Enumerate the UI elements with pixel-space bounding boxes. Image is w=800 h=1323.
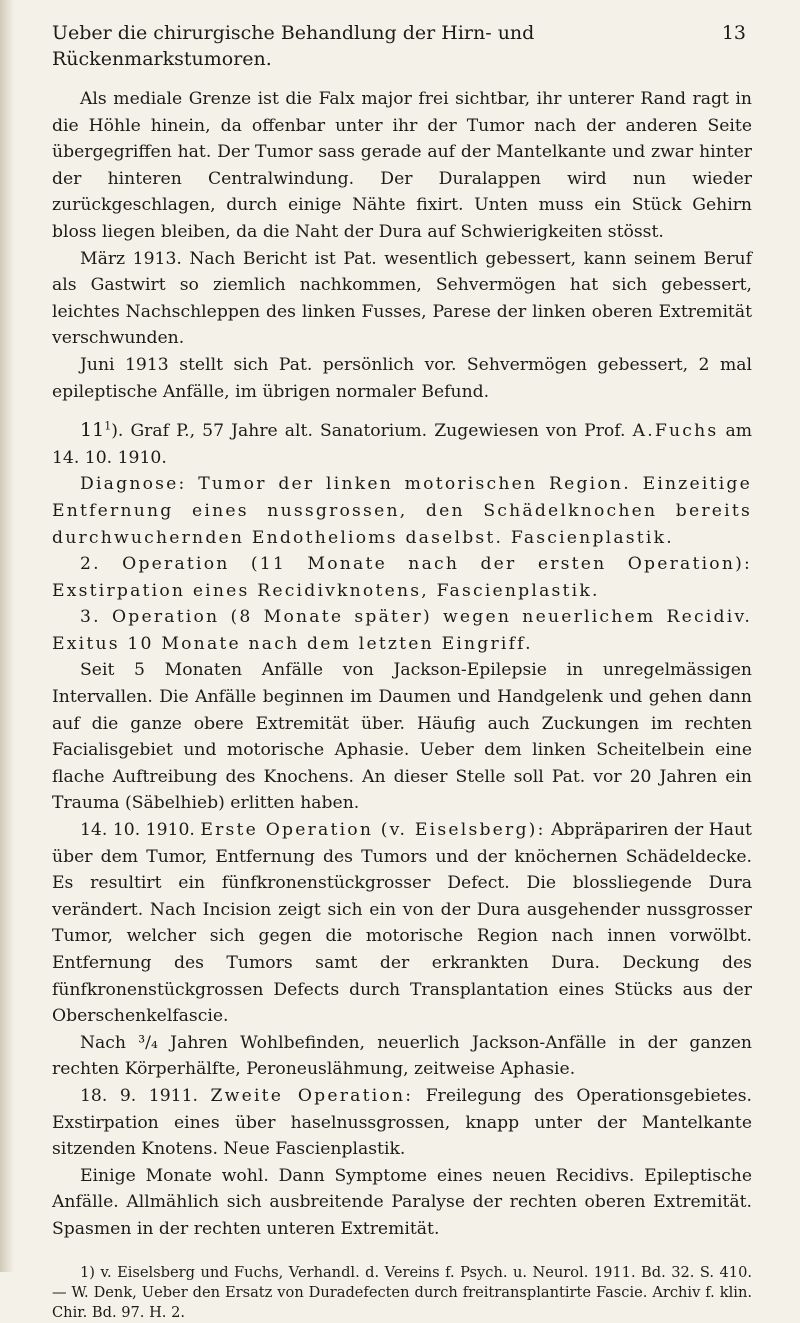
op-date: 18. 9. 1911. — [80, 1085, 198, 1106]
paragraph: Einige Monate wohl. Dann Symptome eines neuen Recidivs. Epileptische Anfälle. Allmählich sich ausbreitende Paralyse der rechten oberen Extremität. Spasmen in der rechten unteren Extremität. — [52, 1165, 752, 1239]
paragraph: Als mediale Grenze ist die Falx major frei sichtbar, ihr unterer Rand ragt in die Höhle hinein, da offenbar unter ihr der Tumor nach der anderen Seite übergegriffen hat. Der Tumor sass gerade auf der Mantelkante und zwar hinter der hinteren Centralwindung. Der Duralappen wird nun wieder zurückgeschlagen, durch einige Nähte fixirt. Unten muss ein Stück Gehirn bloss liegen bleiben, da die Naht der Dura auf Schwierigkeiten stösst. — [52, 89, 752, 242]
running-title: Ueber die chirurgische Behandlung der Hirn- und Rückenmarkstumoren. — [52, 22, 535, 70]
case-referrer: A.Fuchs — [632, 421, 719, 442]
page-number: 13 — [721, 22, 746, 44]
paragraph: Nach ³/₄ Jahren Wohlbefinden, neuerlich Jackson-Anfälle in der ganzen rechten Körperhälfte, Peroneuslähmung, zeitweise Aphasie. — [52, 1032, 752, 1080]
paragraph: März 1913. Nach Bericht ist Pat. wesentlich gebessert, kann seinem Beruf als Gastwirt so ziemlich nachkommen, Sehvermögen hat sich gebessert, leichtes Nachschleppen des linken Fusses, Parese der linken oberen Extremität verschwunden. — [52, 248, 752, 349]
footnote-mark: 1 — [104, 419, 112, 433]
diagnosis: Diagnose: Tumor der linken motorischen Region. Einzeitige Entfernung eines nussgrossen, den Schädelknochen bereits durchwuchernden Endothelioms daselbst. Fascienplastik. — [52, 474, 752, 548]
op-date: 14. 10. 1910. — [80, 820, 195, 841]
paragraph: Seit 5 Monaten Anfälle von Jackson-Epilepsie in unregelmässigen Intervallen. Die Anfälle beginnen im Daumen und Handgelenk und gehen dann auf die ganze obere Extremität über. Häufig auch Zuckungen im rechten Facialisgebiet und motorische Aphasie. Ueber dem linken Scheitelbein eine flache Auftreibung des Knochens. An dieser Stelle soll Pat. vor 20 Jahren ein Trauma (Säbelhieb) erlitten haben. — [52, 660, 752, 814]
footnote-text: 1) v. Eiselsberg und Fuchs, Verhandl. d. Vereins f. Psych. u. Neurol. 1911. Bd. 32. S. 410. — W. Denk, Ueber den Ersatz von Duradefecten durch freitransplantirte Fascie. Archiv f. klin. Chir. Bd. 97. H. 2. — [52, 1263, 752, 1321]
page-edge-shadow — [0, 0, 14, 1272]
running-head — [52, 20, 752, 72]
article-body — [52, 86, 752, 1243]
operation-2: 2. Operation (11 Monate nach der ersten Operation): Exstirpation eines Recidivknotens, Fascienplastik. — [52, 554, 752, 601]
paragraph-second-operation — [52, 1083, 752, 1163]
paragraph-first-operation — [52, 817, 752, 1030]
op-label: Erste Operation (v. Eiselsberg): — [200, 820, 546, 841]
case-intro: ). Graf P., 57 Jahre alt. Sanatorium. Zugewiesen von Prof. — [111, 421, 626, 442]
operation-3: 3. Operation (8 Monate später) wegen neuerlichem Recidiv. Exitus 10 Monate nach dem letzten Eingriff. — [52, 607, 752, 654]
case-number: 11 — [80, 419, 105, 442]
page — [52, 20, 752, 1323]
op-text: Abpräpariren der Haut über dem Tumor, Entfernung des Tumors und der knöchernen Schädeldecke. Es resultirt ein fünfkronenstückgrosser Defect. Die blossliegende Dura verändert. Nach Incision zeigt sich ein von der Dura ausgehender nussgrosser Tumor, welcher sich gegen die motorische Region nach innen vorwölbt. Entfernung des Tumors samt der erkrankten Dura. Deckung des fünfkronenstückgrossen Defects durch Transplantation eines Stücks aus der Oberschenkelfascie. — [52, 820, 752, 1027]
op-label: Zweite Operation: — [210, 1085, 414, 1106]
case-date: am 14. 10. 1910. — [52, 421, 753, 468]
case-heading — [52, 417, 752, 471]
op-text: Freilegung des Operationsgebietes. Exstirpation eines über haselnussgrossen, knapp unter der Mantelkante sitzenden Knotens. Neue Fascienplastik. — [52, 1085, 752, 1160]
paragraph: Juni 1913 stellt sich Pat. persönlich vor. Sehvermögen gebessert, 2 mal epileptische Anfälle, im übrigen normaler Befund. — [52, 354, 752, 402]
